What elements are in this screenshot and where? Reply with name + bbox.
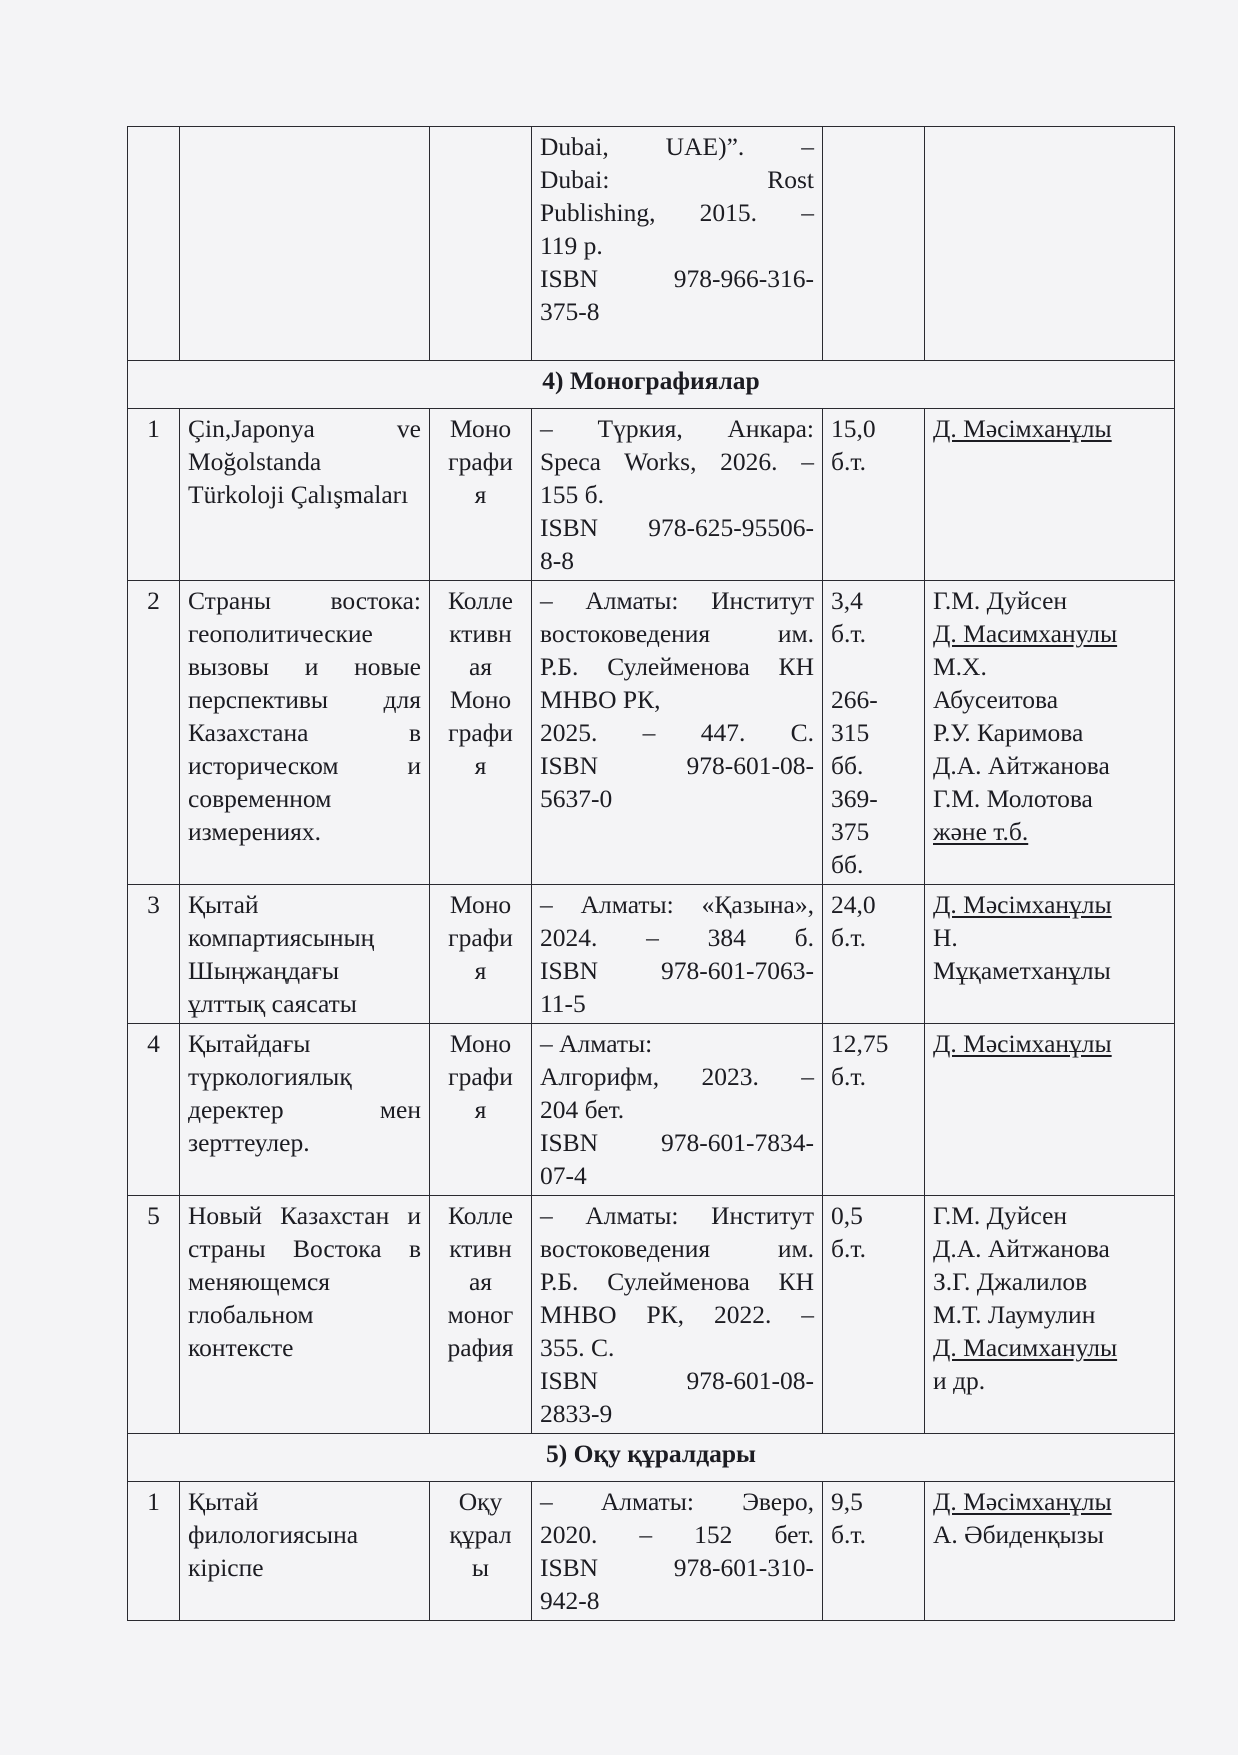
publication-info	[532, 885, 823, 1024]
work-title: Қытай компартиясының Шыңжаңдағы ұлттық саясаты	[180, 885, 430, 1024]
publication-line: 11-5	[540, 989, 586, 1018]
volume	[823, 885, 925, 1024]
cell-publication-continued	[532, 127, 823, 361]
work-title: Çin,Japonya ve Moğolstanda Türkoloji Çalışmaları	[180, 409, 430, 581]
author-name: З.Г. Джалилов	[933, 1267, 1088, 1296]
work-type-line: ктивн	[449, 619, 512, 648]
author-name: Абусеитова	[933, 685, 1059, 714]
authors	[925, 1024, 1175, 1196]
volume-line: 9,5	[831, 1487, 863, 1516]
cell-volume-empty	[823, 127, 925, 361]
section-row-textbooks	[128, 1434, 1175, 1482]
publication-line: ISBN 978-601-7834-	[540, 1128, 814, 1157]
work-type	[430, 885, 532, 1024]
work-type-line: Колле	[448, 586, 513, 615]
volume-line: бб.	[831, 850, 864, 879]
table-row	[128, 885, 1175, 1024]
publication-line: ISBN 978-601-08-	[540, 1366, 814, 1395]
table-row	[128, 409, 1175, 581]
work-type-line: графи	[448, 718, 513, 747]
author-name: Д. Мәсімханұлы	[933, 890, 1112, 919]
publication-line: Алгорифм, 2023. –	[540, 1062, 814, 1091]
table-row-continued	[128, 127, 1175, 361]
cell-num-empty	[128, 127, 180, 361]
volume	[823, 409, 925, 581]
authors	[925, 885, 1175, 1024]
volume-line: 315	[831, 718, 870, 747]
work-type-line: графи	[448, 447, 513, 476]
work-type	[430, 1482, 532, 1621]
author-name: Д. Мәсімханұлы	[933, 1029, 1112, 1058]
work-title: Страны востока: геополитические вызовы и новые перспективы для Казахстана в историческом и современном измерениях.	[180, 581, 430, 885]
author-name: М.Т. Лаумулин	[933, 1300, 1096, 1329]
publication-line: востоковедения им.	[540, 1234, 814, 1263]
publication-info	[532, 1482, 823, 1621]
volume	[823, 1482, 925, 1621]
publication-line: ISBN 978-966-316-	[540, 264, 814, 293]
volume-line: б.т.	[831, 447, 866, 476]
author-name: Г.М. Дуйсен	[933, 586, 1068, 615]
work-type-line: я	[474, 751, 487, 780]
publication-line: ISBN 978-601-7063-	[540, 956, 814, 985]
author-name: Д. Масимханулы	[933, 1333, 1118, 1362]
work-type-line: Моно	[449, 890, 512, 919]
publication-info	[532, 581, 823, 885]
publication-line: Speca Works, 2026. –	[540, 447, 814, 476]
publication-line: Dubai: Rost	[540, 165, 814, 194]
publication-line: – Алматы:	[540, 1029, 653, 1058]
work-type	[430, 581, 532, 885]
author-name: и др.	[933, 1366, 986, 1395]
publication-line: 2833-9	[540, 1399, 613, 1428]
work-type-line: я	[474, 1095, 487, 1124]
volume	[823, 581, 925, 885]
volume-line: 24,0	[831, 890, 876, 919]
author-name: және т.б.	[933, 817, 1029, 846]
publication-line: 2025. – 447. С.	[540, 718, 814, 747]
work-title: Қытай филологиясына кіріспе	[180, 1482, 430, 1621]
row-number: 1	[128, 1482, 180, 1621]
authors	[925, 1482, 1175, 1621]
work-type-line: я	[474, 956, 487, 985]
table-row	[128, 1024, 1175, 1196]
work-type-line: ая	[468, 652, 493, 681]
work-type-line: я	[474, 480, 487, 509]
publication-line: ISBN 978-601-310-	[540, 1553, 814, 1582]
author-name: А. Әбиденқызы	[933, 1520, 1104, 1549]
publication-line: 119 p.	[540, 231, 603, 260]
authors	[925, 409, 1175, 581]
author-name: Г.М. Молотова	[933, 784, 1093, 813]
volume-line: б.т.	[831, 1520, 866, 1549]
publication-line: – Алматы: «Қазына»,	[540, 890, 814, 919]
publication-line: 942-8	[540, 1586, 600, 1615]
volume	[823, 1024, 925, 1196]
publications-table-body	[128, 127, 1175, 1621]
publication-line: ISBN 978-601-08-	[540, 751, 814, 780]
publication-line: 07-4	[540, 1161, 587, 1190]
publication-line: Р.Б. Сулейменова КН	[540, 652, 814, 681]
author-name: Д.А. Айтжанова	[933, 1234, 1110, 1263]
author-name: Н.	[933, 923, 958, 952]
volume-line: бб.	[831, 751, 864, 780]
volume-line: 375	[831, 817, 870, 846]
volume-line: 369-	[831, 784, 878, 813]
publication-line: 155 б.	[540, 480, 604, 509]
work-type	[430, 409, 532, 581]
authors	[925, 1196, 1175, 1434]
work-type	[430, 1024, 532, 1196]
publication-line: МНВО РК,	[540, 685, 661, 714]
publication-line: 8-8	[540, 546, 574, 575]
publication-info	[532, 409, 823, 581]
author-name: Р.У. Каримова	[933, 718, 1084, 747]
row-number: 5	[128, 1196, 180, 1434]
row-number: 3	[128, 885, 180, 1024]
row-number: 4	[128, 1024, 180, 1196]
volume-gap	[831, 650, 916, 683]
table-row	[128, 581, 1175, 885]
volume-line: 3,4	[831, 586, 863, 615]
publication-line: ISBN 978-625-95506-	[540, 513, 814, 542]
volume-line: 15,0	[831, 414, 876, 443]
author-name: Д. Мәсімханұлы	[933, 1487, 1112, 1516]
work-title: Қытайдағы түркологиялық деректер мен зерттеулер.	[180, 1024, 430, 1196]
author-name: Мұқаметханұлы	[933, 956, 1111, 985]
author-name: Д. Мәсімханұлы	[933, 414, 1112, 443]
row-number: 2	[128, 581, 180, 885]
cell-type-empty	[430, 127, 532, 361]
publication-line: – Алматы: Институт	[540, 586, 814, 615]
publication-line: 2024. – 384 б.	[540, 923, 814, 952]
publication-line: МНВО РК, 2022. –	[540, 1300, 814, 1329]
volume-line: б.т.	[831, 1234, 866, 1263]
authors	[925, 581, 1175, 885]
section-row-monographs	[128, 361, 1175, 409]
publication-line: Р.Б. Сулейменова КН	[540, 1267, 814, 1296]
work-type-line: рафия	[447, 1333, 514, 1362]
volume-line: б.т.	[831, 619, 866, 648]
work-type-line: Моно	[449, 685, 512, 714]
work-type-line: ктивн	[449, 1234, 512, 1263]
table-row	[128, 1196, 1175, 1434]
publication-line: Publishing, 2015. –	[540, 198, 814, 227]
volume-line: 0,5	[831, 1201, 863, 1230]
publication-line: – Алматы: Институт	[540, 1201, 814, 1230]
volume-line: 12,75	[831, 1029, 889, 1058]
publication-info	[532, 1024, 823, 1196]
author-name: Д.А. Айтжанова	[933, 751, 1110, 780]
publication-line: – Түркия, Анкара:	[540, 414, 814, 443]
work-type-line: ая	[468, 1267, 493, 1296]
work-title: Новый Казахстан и страны Востока в меняющемся глобальном контексте	[180, 1196, 430, 1434]
publications-table	[127, 126, 1175, 1621]
work-type-line: моног	[447, 1300, 514, 1329]
work-type-line: графи	[448, 923, 513, 952]
volume-line: б.т.	[831, 923, 866, 952]
work-type-line: графи	[448, 1062, 513, 1091]
table-row	[128, 1482, 1175, 1621]
author-name: Д. Масимханулы	[933, 619, 1118, 648]
work-type-line: құрал	[449, 1520, 512, 1549]
volume-line: б.т.	[831, 1062, 866, 1091]
author-name: Г.М. Дуйсен	[933, 1201, 1068, 1230]
publication-line: 2020. – 152 бет.	[540, 1520, 814, 1549]
publication-line: Dubai, UAE)”. –	[540, 132, 814, 161]
row-number: 1	[128, 409, 180, 581]
author-name: М.Х.	[933, 652, 987, 681]
cell-title-empty	[180, 127, 430, 361]
volume	[823, 1196, 925, 1434]
work-type-line: Колле	[448, 1201, 513, 1230]
publication-line: 355. С.	[540, 1333, 615, 1362]
cell-authors-empty	[925, 127, 1175, 361]
work-type-line: ы	[471, 1553, 490, 1582]
work-type	[430, 1196, 532, 1434]
publication-line: 5637-0	[540, 784, 613, 813]
publication-line: 375-8	[540, 297, 600, 326]
publication-line: – Алматы: Эверо,	[540, 1487, 814, 1516]
section-heading-textbooks: 5) Оқу құралдары	[128, 1434, 1175, 1482]
publication-info	[532, 1196, 823, 1434]
work-type-line: Моно	[449, 414, 512, 443]
volume-line: 266-	[831, 685, 878, 714]
publication-line: 204 бет.	[540, 1095, 625, 1124]
section-heading-monographs: 4) Монографиялар	[128, 361, 1175, 409]
work-type-line: Моно	[449, 1029, 512, 1058]
work-type-line: Оқу	[458, 1487, 503, 1516]
publication-line: востоковедения им.	[540, 619, 814, 648]
